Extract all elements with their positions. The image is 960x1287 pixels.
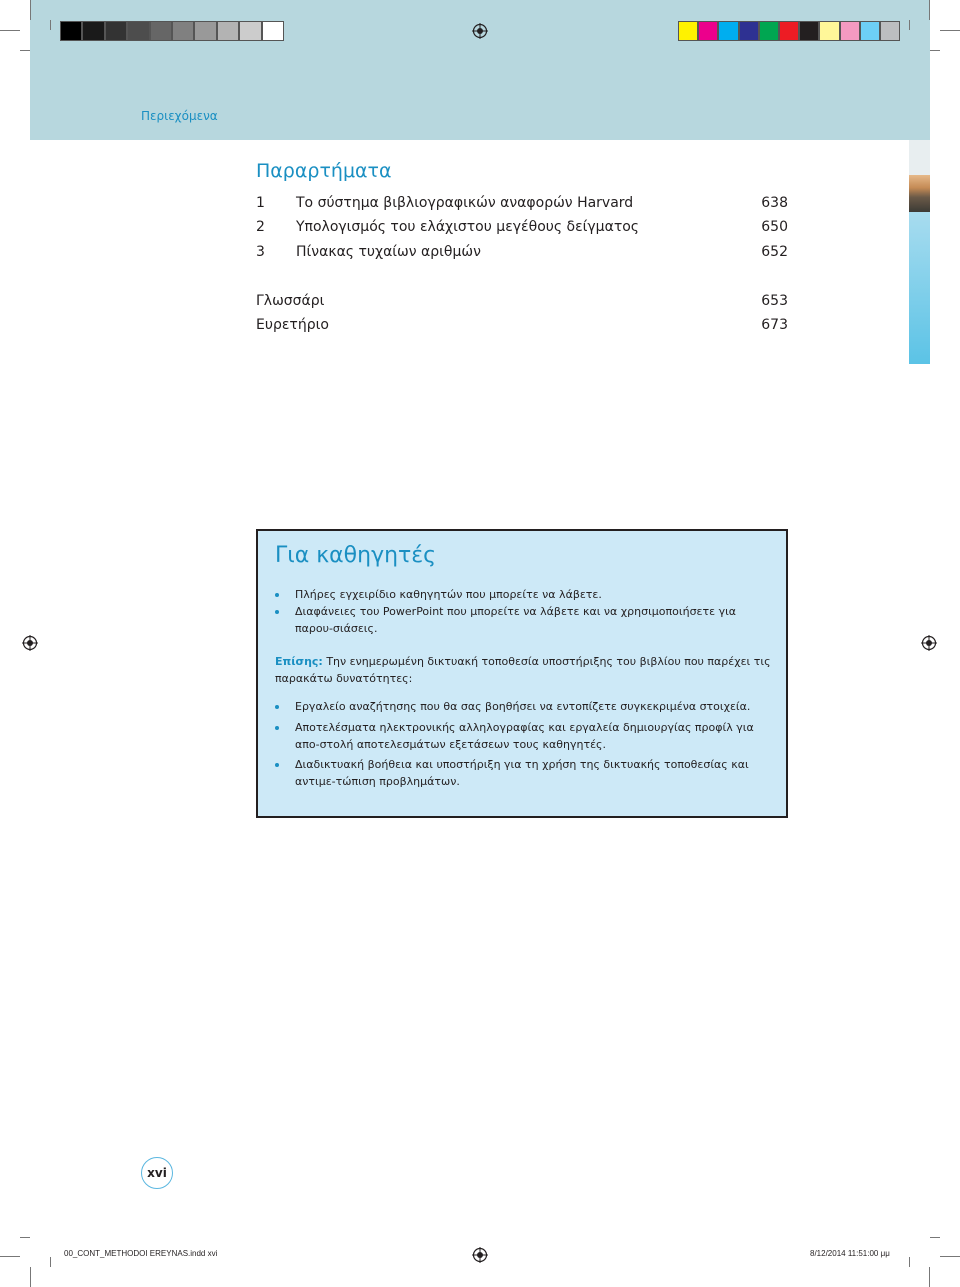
crop-mark	[30, 0, 31, 20]
crop-mark	[940, 1256, 960, 1257]
toc-entry-title: Πίνακας τυχαίων αριθμών	[296, 244, 481, 260]
toc-entry-page: 653	[761, 293, 788, 309]
toc-entry-title: Το σύστημα βιβλιογραφικών αναφορών Harvard	[296, 195, 634, 211]
color-swatch	[217, 21, 239, 41]
crop-mark	[50, 20, 51, 30]
crop-mark	[940, 30, 960, 31]
color-swatch	[880, 21, 900, 41]
toc-entry[interactable]	[256, 219, 788, 239]
toc-entry-index[interactable]	[256, 317, 788, 337]
color-swatch	[194, 21, 216, 41]
crop-mark	[929, 1267, 930, 1287]
color-swatch	[779, 21, 799, 41]
toc-entry-number: 3	[256, 244, 265, 260]
page-number-badge: xvi	[141, 1157, 173, 1189]
color-swatch	[840, 21, 860, 41]
edge-thumb-strip	[909, 140, 930, 364]
bullet-dot-icon	[275, 593, 279, 597]
edge-blue-tab	[909, 212, 930, 364]
bullet-dot-icon	[275, 705, 279, 709]
appendices-title: Παραρτήματα	[256, 160, 392, 182]
crop-mark	[929, 0, 930, 20]
running-header: Περιεχόμενα	[141, 109, 218, 123]
toc-entry-title: Ευρετήριο	[256, 317, 329, 333]
also-paragraph-lead: Επίσης:	[275, 655, 323, 668]
bullet-text: Εργαλείο αναζήτησης που θα σας βοηθήσει να εντοπίζετε συγκεκριμένα στοιχεία.	[295, 700, 751, 713]
color-swatch	[799, 21, 819, 41]
color-swatch	[678, 21, 698, 41]
also-paragraph	[275, 653, 771, 687]
teacher-resources-box	[256, 529, 788, 818]
crop-mark	[909, 20, 910, 30]
toc-entry-number: 1	[256, 195, 265, 211]
bullet-item	[275, 698, 771, 715]
bullet-text: Πλήρες εγχειρίδιο καθηγητών που μπορείτε να λάβετε.	[295, 588, 602, 601]
crop-mark	[20, 50, 30, 51]
crop-mark	[30, 1267, 31, 1287]
bullet-dot-icon	[275, 726, 279, 730]
color-swatch	[819, 21, 839, 41]
edge-top-block	[909, 140, 930, 175]
teacher-box-title: Για καθηγητές	[275, 543, 437, 568]
toc-entry-page: 652	[761, 244, 788, 260]
bullet-text: Αποτελέσματα ηλεκτρονικής αλληλογραφίας και εργαλεία δημιουργίας προφίλ για απο-στολή αποτελεσμάτων εξετάσεων τους καθηγητές.	[295, 721, 754, 751]
bullet-dot-icon	[275, 610, 279, 614]
color-swatch	[60, 21, 82, 41]
color-swatch	[759, 21, 779, 41]
bullet-item	[275, 756, 771, 790]
toc-entry-page: 650	[761, 219, 788, 235]
toc-entry-title: Υπολογισμός του ελάχιστου μεγέθους δείγματος	[296, 219, 640, 235]
also-paragraph-text: Την ενημερωμένη δικτυακή τοποθεσία υποστήριξης του βιβλίου που παρέχει τις παρακάτω δυνατότητες:	[275, 655, 771, 685]
toc-entry[interactable]	[256, 244, 788, 264]
crop-mark	[930, 1237, 940, 1238]
color-swatch	[698, 21, 718, 41]
bullet-text: Διαφάνειες του PowerPoint που μπορείτε να λάβετε και να χρησιμοποιήσετε για παρου-σιάσεις.	[295, 605, 737, 635]
color-swatch	[127, 21, 149, 41]
toc-entry[interactable]	[256, 195, 788, 215]
slug-filename: 00_CONT_METHODOI EREYNAS.indd xvi	[64, 1249, 218, 1258]
color-swatch	[172, 21, 194, 41]
color-swatch	[150, 21, 172, 41]
toc-entry-glossary[interactable]	[256, 293, 788, 313]
toc-entry-page: 673	[761, 317, 788, 333]
slug-timestamp: 8/12/2014 11:51:00 μμ	[810, 1249, 890, 1258]
bullet-item	[275, 586, 771, 603]
toc-entry-page: 638	[761, 195, 788, 211]
crop-mark	[50, 1257, 51, 1267]
color-swatch	[860, 21, 880, 41]
registration-mark-bottom	[472, 1247, 488, 1263]
toc-entry-title: Γλωσσάρι	[256, 293, 325, 309]
color-swatch	[105, 21, 127, 41]
color-swatch	[262, 21, 284, 41]
bullet-item	[275, 719, 771, 753]
bullet-dot-icon	[275, 763, 279, 767]
color-swatch	[739, 21, 759, 41]
crop-mark	[930, 50, 940, 51]
crop-mark	[0, 30, 20, 31]
crop-mark	[0, 1256, 20, 1257]
registration-mark-left	[22, 635, 38, 651]
crop-mark	[20, 1237, 30, 1238]
toc-entry-number: 2	[256, 219, 265, 235]
registration-mark-right	[921, 635, 937, 651]
bullet-text: Διαδικτυακή βοήθεια και υποστήριξη για τη χρήση της δικτυακής τοποθεσίας και αντιμε-τώπιση προβλημάτων.	[295, 758, 749, 788]
color-swatch	[718, 21, 738, 41]
crop-mark	[909, 1257, 910, 1267]
edge-photo-thumb	[909, 175, 930, 212]
registration-mark-top	[472, 23, 488, 39]
color-swatch	[82, 21, 104, 41]
color-swatch	[239, 21, 261, 41]
bullet-item	[275, 603, 771, 637]
